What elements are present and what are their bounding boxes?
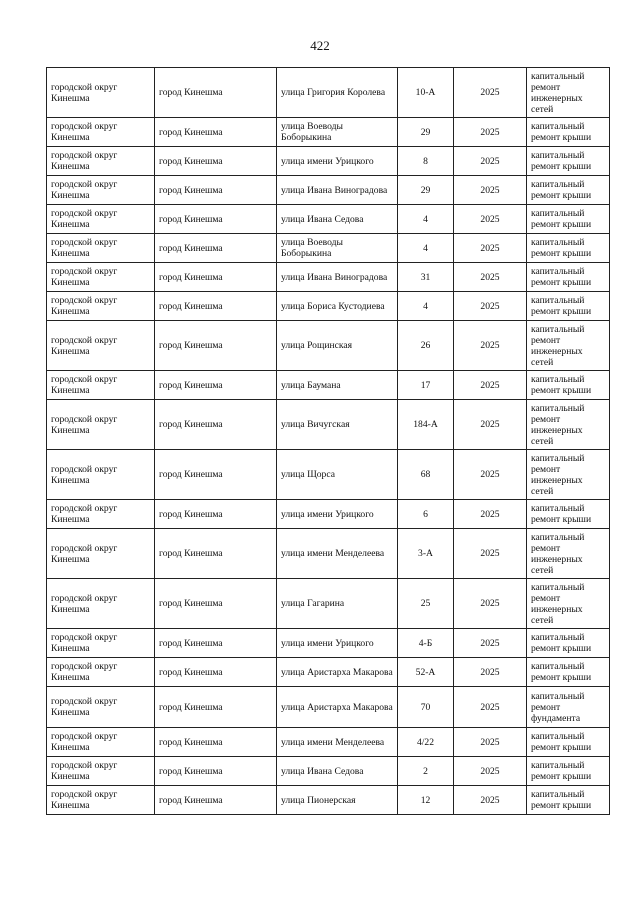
cell-municipal-district: городской округ Кинешма bbox=[47, 658, 155, 687]
cell-year: 2025 bbox=[454, 629, 527, 658]
cell-work-type: капитальный ремонт крыши bbox=[527, 728, 610, 757]
cell-settlement: город Кинешма bbox=[155, 786, 277, 815]
cell-street: улица Ивана Виноградова bbox=[277, 263, 398, 292]
cell-settlement: город Кинешма bbox=[155, 728, 277, 757]
cell-house-number: 6 bbox=[398, 500, 454, 529]
cell-work-type: капитальный ремонт крыши bbox=[527, 500, 610, 529]
table-row bbox=[47, 450, 610, 500]
cell-street: улица Вичугская bbox=[277, 400, 398, 450]
cell-municipal-district: городской округ Кинешма bbox=[47, 234, 155, 263]
cell-street: улица Ивана Седова bbox=[277, 757, 398, 786]
cell-settlement: город Кинешма bbox=[155, 176, 277, 205]
cell-settlement: город Кинешма bbox=[155, 234, 277, 263]
cell-municipal-district: городской округ Кинешма bbox=[47, 786, 155, 815]
cell-work-type: капитальный ремонт крыши bbox=[527, 205, 610, 234]
cell-municipal-district: городской округ Кинешма bbox=[47, 147, 155, 176]
cell-house-number: 68 bbox=[398, 450, 454, 500]
cell-year: 2025 bbox=[454, 176, 527, 205]
table-row bbox=[47, 118, 610, 147]
page-number: 422 bbox=[310, 38, 330, 53]
cell-year: 2025 bbox=[454, 68, 527, 118]
table-row bbox=[47, 205, 610, 234]
cell-house-number: 12 bbox=[398, 786, 454, 815]
cell-house-number: 3-А bbox=[398, 529, 454, 579]
cell-settlement: город Кинешма bbox=[155, 321, 277, 371]
cell-work-type: капитальный ремонт инженерных сетей bbox=[527, 529, 610, 579]
cell-work-type: капитальный ремонт инженерных сетей bbox=[527, 450, 610, 500]
cell-house-number: 29 bbox=[398, 118, 454, 147]
table-row bbox=[47, 371, 610, 400]
cell-work-type: капитальный ремонт инженерных сетей bbox=[527, 68, 610, 118]
table-row bbox=[47, 687, 610, 728]
cell-street: улица Щорса bbox=[277, 450, 398, 500]
cell-street: улица имени Урицкого bbox=[277, 147, 398, 176]
table-row bbox=[47, 728, 610, 757]
table-row bbox=[47, 176, 610, 205]
cell-work-type: капитальный ремонт инженерных сетей bbox=[527, 321, 610, 371]
cell-house-number: 52-А bbox=[398, 658, 454, 687]
cell-settlement: город Кинешма bbox=[155, 292, 277, 321]
cell-street: улица Аристарха Макарова bbox=[277, 658, 398, 687]
table-row bbox=[47, 321, 610, 371]
cell-municipal-district: городской округ Кинешма bbox=[47, 118, 155, 147]
cell-municipal-district: городской округ Кинешма bbox=[47, 728, 155, 757]
cell-house-number: 4 bbox=[398, 205, 454, 234]
cell-municipal-district: городской округ Кинешма bbox=[47, 529, 155, 579]
cell-year: 2025 bbox=[454, 400, 527, 450]
cell-work-type: капитальный ремонт инженерных сетей bbox=[527, 579, 610, 629]
cell-municipal-district: городской округ Кинешма bbox=[47, 292, 155, 321]
cell-house-number: 4 bbox=[398, 234, 454, 263]
cell-year: 2025 bbox=[454, 757, 527, 786]
cell-settlement: город Кинешма bbox=[155, 400, 277, 450]
cell-street: улица Воеводы Боборыкина bbox=[277, 118, 398, 147]
cell-municipal-district: городской округ Кинешма bbox=[47, 500, 155, 529]
cell-settlement: город Кинешма bbox=[155, 687, 277, 728]
cell-settlement: город Кинешма bbox=[155, 529, 277, 579]
cell-house-number: 17 bbox=[398, 371, 454, 400]
cell-house-number: 26 bbox=[398, 321, 454, 371]
cell-year: 2025 bbox=[454, 500, 527, 529]
cell-settlement: город Кинешма bbox=[155, 757, 277, 786]
cell-house-number: 4/22 bbox=[398, 728, 454, 757]
cell-house-number: 4-Б bbox=[398, 629, 454, 658]
table-row bbox=[47, 757, 610, 786]
cell-settlement: город Кинешма bbox=[155, 579, 277, 629]
cell-work-type: капитальный ремонт крыши bbox=[527, 629, 610, 658]
cell-year: 2025 bbox=[454, 728, 527, 757]
cell-street: улица Ивана Виноградова bbox=[277, 176, 398, 205]
cell-settlement: город Кинешма bbox=[155, 371, 277, 400]
cell-settlement: город Кинешма bbox=[155, 263, 277, 292]
cell-street: улица имени Менделеева bbox=[277, 728, 398, 757]
cell-municipal-district: городской округ Кинешма bbox=[47, 400, 155, 450]
table-row bbox=[47, 234, 610, 263]
table-row bbox=[47, 263, 610, 292]
cell-year: 2025 bbox=[454, 263, 527, 292]
cell-house-number: 31 bbox=[398, 263, 454, 292]
table-row bbox=[47, 147, 610, 176]
cell-street: улица имени Урицкого bbox=[277, 500, 398, 529]
cell-work-type: капитальный ремонт крыши bbox=[527, 263, 610, 292]
cell-house-number: 25 bbox=[398, 579, 454, 629]
table-row bbox=[47, 400, 610, 450]
cell-municipal-district: городской округ Кинешма bbox=[47, 205, 155, 234]
cell-year: 2025 bbox=[454, 205, 527, 234]
cell-year: 2025 bbox=[454, 658, 527, 687]
cell-municipal-district: городской округ Кинешма bbox=[47, 579, 155, 629]
table-row bbox=[47, 292, 610, 321]
cell-house-number: 4 bbox=[398, 292, 454, 321]
cell-municipal-district: городской округ Кинешма bbox=[47, 68, 155, 118]
cell-work-type: капитальный ремонт крыши bbox=[527, 658, 610, 687]
cell-settlement: город Кинешма bbox=[155, 147, 277, 176]
cell-municipal-district: городской округ Кинешма bbox=[47, 687, 155, 728]
table-row bbox=[47, 629, 610, 658]
cell-house-number: 2 bbox=[398, 757, 454, 786]
cell-house-number: 8 bbox=[398, 147, 454, 176]
cell-work-type: капитальный ремонт фундамента bbox=[527, 687, 610, 728]
cell-work-type: капитальный ремонт крыши bbox=[527, 118, 610, 147]
cell-settlement: город Кинешма bbox=[155, 118, 277, 147]
cell-municipal-district: городской округ Кинешма bbox=[47, 263, 155, 292]
cell-street: улица Бориса Кустодиева bbox=[277, 292, 398, 321]
cell-house-number: 29 bbox=[398, 176, 454, 205]
cell-year: 2025 bbox=[454, 118, 527, 147]
cell-settlement: город Кинешма bbox=[155, 658, 277, 687]
table-row bbox=[47, 579, 610, 629]
cell-work-type: капитальный ремонт крыши bbox=[527, 292, 610, 321]
cell-settlement: город Кинешма bbox=[155, 500, 277, 529]
cell-settlement: город Кинешма bbox=[155, 450, 277, 500]
table-row bbox=[47, 529, 610, 579]
cell-municipal-district: городской округ Кинешма bbox=[47, 629, 155, 658]
cell-work-type: капитальный ремонт инженерных сетей bbox=[527, 400, 610, 450]
cell-municipal-district: городской округ Кинешма bbox=[47, 371, 155, 400]
cell-municipal-district: городской округ Кинешма bbox=[47, 321, 155, 371]
cell-year: 2025 bbox=[454, 450, 527, 500]
cell-year: 2025 bbox=[454, 292, 527, 321]
cell-settlement: город Кинешма bbox=[155, 205, 277, 234]
cell-work-type: капитальный ремонт крыши bbox=[527, 757, 610, 786]
cell-municipal-district: городской округ Кинешма bbox=[47, 757, 155, 786]
cell-work-type: капитальный ремонт крыши bbox=[527, 147, 610, 176]
cell-settlement: город Кинешма bbox=[155, 68, 277, 118]
cell-work-type: капитальный ремонт крыши bbox=[527, 176, 610, 205]
cell-settlement: город Кинешма bbox=[155, 629, 277, 658]
cell-street: улица Гагарина bbox=[277, 579, 398, 629]
table-row bbox=[47, 658, 610, 687]
table-row bbox=[47, 68, 610, 118]
cell-year: 2025 bbox=[454, 687, 527, 728]
cell-year: 2025 bbox=[454, 579, 527, 629]
cell-year: 2025 bbox=[454, 786, 527, 815]
cell-street: улица Ивана Седова bbox=[277, 205, 398, 234]
cell-municipal-district: городской округ Кинешма bbox=[47, 450, 155, 500]
cell-house-number: 70 bbox=[398, 687, 454, 728]
cell-street: улица Аристарха Макарова bbox=[277, 687, 398, 728]
cell-year: 2025 bbox=[454, 147, 527, 176]
cell-year: 2025 bbox=[454, 529, 527, 579]
cell-year: 2025 bbox=[454, 371, 527, 400]
table-row bbox=[47, 500, 610, 529]
cell-year: 2025 bbox=[454, 234, 527, 263]
cell-municipal-district: городской округ Кинешма bbox=[47, 176, 155, 205]
cell-street: улица Григория Королева bbox=[277, 68, 398, 118]
cell-street: улица имени Менделеева bbox=[277, 529, 398, 579]
cell-street: улица Рощинская bbox=[277, 321, 398, 371]
cell-house-number: 10-А bbox=[398, 68, 454, 118]
table-row bbox=[47, 786, 610, 815]
cell-house-number: 184-А bbox=[398, 400, 454, 450]
cell-year: 2025 bbox=[454, 321, 527, 371]
cell-street: улица Пионерская bbox=[277, 786, 398, 815]
cell-work-type: капитальный ремонт крыши bbox=[527, 786, 610, 815]
repair-program-table bbox=[46, 67, 610, 815]
cell-work-type: капитальный ремонт крыши bbox=[527, 371, 610, 400]
cell-street: улица Баумана bbox=[277, 371, 398, 400]
table-body bbox=[47, 68, 610, 815]
cell-street: улица имени Урицкого bbox=[277, 629, 398, 658]
cell-street: улица Воеводы Боборыкина bbox=[277, 234, 398, 263]
cell-work-type: капитальный ремонт крыши bbox=[527, 234, 610, 263]
